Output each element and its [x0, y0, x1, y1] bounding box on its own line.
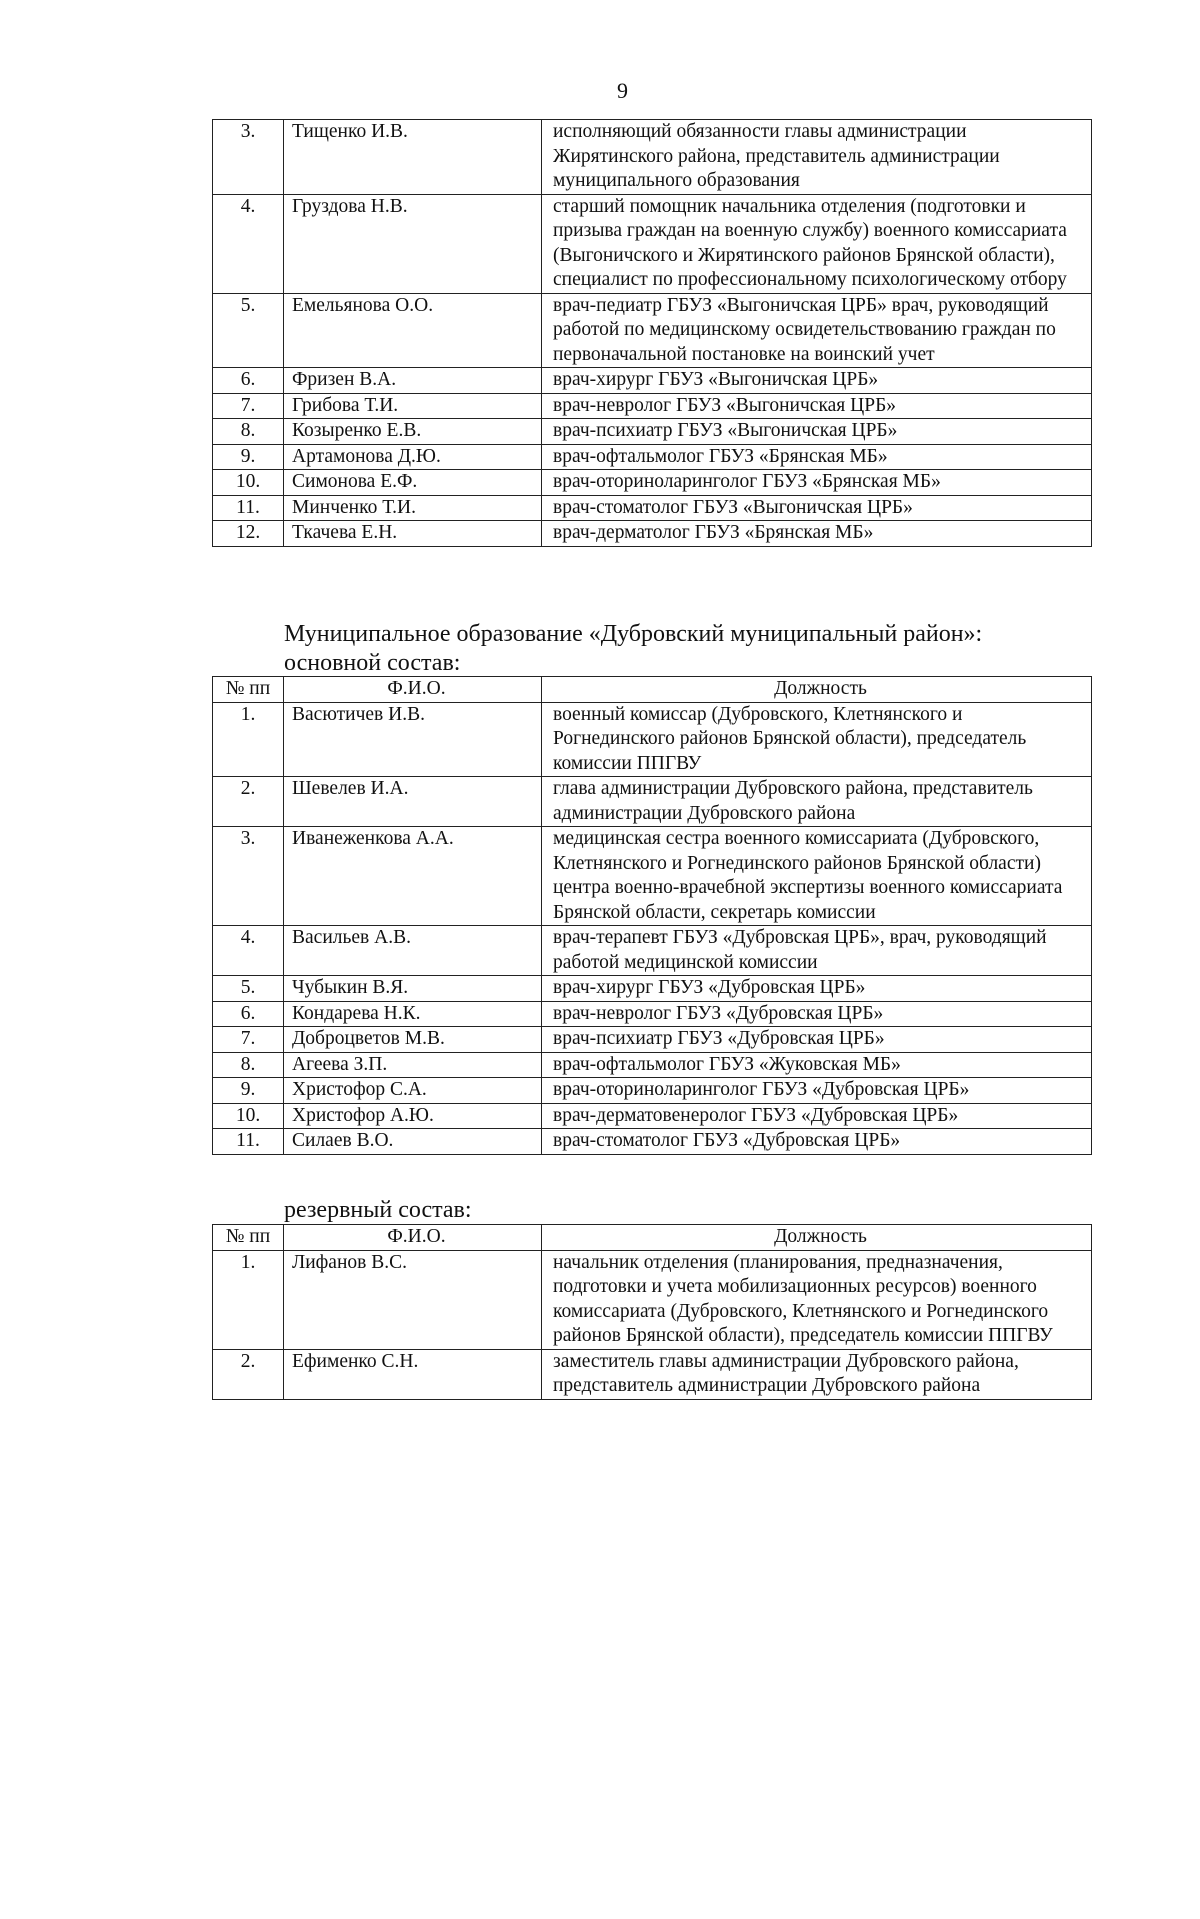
row-number: 4.	[213, 194, 284, 293]
row-position: врач-дерматовенеролог ГБУЗ «Дубровская ЦРБ»	[542, 1103, 1092, 1129]
row-number: 2.	[213, 777, 284, 827]
row-name: Грибова Т.И.	[284, 393, 542, 419]
table-row	[213, 1001, 1092, 1027]
row-number: 5.	[213, 976, 284, 1002]
row-name: Васильев А.В.	[284, 926, 542, 976]
row-number: 1.	[213, 702, 284, 777]
row-number: 11.	[213, 495, 284, 521]
row-position: врач-оториноларинголог ГБУЗ «Брянская МБ»	[542, 470, 1092, 496]
row-position: начальник отделения (планирования, предназначения, подготовки и учета мобилизационных ресурсов) военного комиссариата (Дубровского, Клетнянского и Рогнединского районов Брянской области), председатель комиссии ППГВУ	[542, 1250, 1092, 1349]
table-row	[213, 120, 1092, 195]
row-name: Козыренко Е.В.	[284, 419, 542, 445]
table-body	[213, 120, 1092, 547]
row-number: 3.	[213, 827, 284, 926]
row-number: 1.	[213, 1250, 284, 1349]
table-row	[213, 470, 1092, 496]
row-position: врач-хирург ГБУЗ «Выгоничская ЦРБ»	[542, 368, 1092, 394]
table-row	[213, 1027, 1092, 1053]
row-position: врач-психиатр ГБУЗ «Дубровская ЦРБ»	[542, 1027, 1092, 1053]
row-name: Шевелев И.А.	[284, 777, 542, 827]
header-position: Должность	[542, 677, 1092, 703]
table-row	[213, 1078, 1092, 1104]
row-name: Артамонова Д.Ю.	[284, 444, 542, 470]
table-row	[213, 1349, 1092, 1399]
row-number: 10.	[213, 1103, 284, 1129]
reserve-composition-table	[212, 1224, 1092, 1400]
row-number: 9.	[213, 444, 284, 470]
section-heading-subtitle: основной состав:	[284, 650, 461, 676]
row-position: врач-стоматолог ГБУЗ «Выгоничская ЦРБ»	[542, 495, 1092, 521]
row-name: Христофор А.Ю.	[284, 1103, 542, 1129]
row-name: Ткачева Е.Н.	[284, 521, 542, 547]
table-header-row	[213, 677, 1092, 703]
row-name: Васютичев И.В.	[284, 702, 542, 777]
row-position: заместитель главы администрации Дубровского района, представитель администрации Дубровского района	[542, 1349, 1092, 1399]
table-row	[213, 1250, 1092, 1349]
table-row	[213, 419, 1092, 445]
row-number: 9.	[213, 1078, 284, 1104]
row-number: 6.	[213, 368, 284, 394]
commission-table-continued	[212, 119, 1092, 547]
row-name: Чубыкин В.Я.	[284, 976, 542, 1002]
row-name: Силаев В.О.	[284, 1129, 542, 1155]
row-number: 10.	[213, 470, 284, 496]
page-number: 9	[617, 78, 628, 103]
row-position: врач-офтальмолог ГБУЗ «Брянская МБ»	[542, 444, 1092, 470]
table-header-row	[213, 1225, 1092, 1251]
row-number: 7.	[213, 393, 284, 419]
row-position: исполняющий обязанности главы администрации Жирятинского района, представитель администрации муниципального образования	[542, 120, 1092, 195]
row-name: Христофор С.А.	[284, 1078, 542, 1104]
table-row	[213, 1103, 1092, 1129]
table-row	[213, 702, 1092, 777]
table-body	[213, 1250, 1092, 1399]
table-row	[213, 194, 1092, 293]
row-name: Тищенко И.В.	[284, 120, 542, 195]
row-position: врач-офтальмолог ГБУЗ «Жуковская МБ»	[542, 1052, 1092, 1078]
row-position: врач-невролог ГБУЗ «Выгоничская ЦРБ»	[542, 393, 1092, 419]
table-row	[213, 495, 1092, 521]
section-heading-reserve: резервный состав:	[284, 1197, 472, 1223]
row-name: Лифанов В.С.	[284, 1250, 542, 1349]
table-row	[213, 926, 1092, 976]
row-position: военный комиссар (Дубровского, Клетнянского и Рогнединского районов Брянской области), председатель комиссии ППГВУ	[542, 702, 1092, 777]
header-number: № пп	[213, 677, 284, 703]
row-position: врач-оториноларинголог ГБУЗ «Дубровская ЦРБ»	[542, 1078, 1092, 1104]
row-number: 6.	[213, 1001, 284, 1027]
row-position: врач-дерматолог ГБУЗ «Брянская МБ»	[542, 521, 1092, 547]
row-number: 11.	[213, 1129, 284, 1155]
row-position: врач-психиатр ГБУЗ «Выгоничская ЦРБ»	[542, 419, 1092, 445]
row-number: 7.	[213, 1027, 284, 1053]
row-name: Агеева З.П.	[284, 1052, 542, 1078]
table-row	[213, 827, 1092, 926]
row-position: медицинская сестра военного комиссариата (Дубровского, Клетнянского и Рогнединского районов Брянской области) центра военно-врачебной экспертизы военного комиссариата Брянской области, секретарь комиссии	[542, 827, 1092, 926]
row-number: 12.	[213, 521, 284, 547]
header-name: Ф.И.О.	[284, 677, 542, 703]
row-number: 4.	[213, 926, 284, 976]
header-number: № пп	[213, 1225, 284, 1251]
row-name: Симонова Е.Ф.	[284, 470, 542, 496]
row-name: Ефименко С.Н.	[284, 1349, 542, 1399]
table-body	[213, 702, 1092, 1154]
header-name: Ф.И.О.	[284, 1225, 542, 1251]
row-name: Груздова Н.В.	[284, 194, 542, 293]
row-number: 8.	[213, 419, 284, 445]
row-name: Кондарева Н.К.	[284, 1001, 542, 1027]
section-heading-title: Муниципальное образование «Дубровский муниципальный район»:	[284, 621, 983, 647]
row-position: врач-хирург ГБУЗ «Дубровская ЦРБ»	[542, 976, 1092, 1002]
row-name: Доброцветов М.В.	[284, 1027, 542, 1053]
table-row	[213, 393, 1092, 419]
row-position: врач-невролог ГБУЗ «Дубровская ЦРБ»	[542, 1001, 1092, 1027]
table-row	[213, 521, 1092, 547]
row-position: врач-стоматолог ГБУЗ «Дубровская ЦРБ»	[542, 1129, 1092, 1155]
section-heading-dubrovsky	[284, 620, 982, 678]
row-position: врач-терапевт ГБУЗ «Дубровская ЦРБ», врач, руководящий работой медицинской комиссии	[542, 926, 1092, 976]
table-row	[213, 777, 1092, 827]
header-position: Должность	[542, 1225, 1092, 1251]
row-name: Фризен В.А.	[284, 368, 542, 394]
table-row	[213, 293, 1092, 368]
row-number: 8.	[213, 1052, 284, 1078]
table-row	[213, 368, 1092, 394]
table-row	[213, 444, 1092, 470]
row-name: Емельянова О.О.	[284, 293, 542, 368]
table-row	[213, 976, 1092, 1002]
table-row	[213, 1129, 1092, 1155]
row-name: Иванеженкова А.А.	[284, 827, 542, 926]
row-position: глава администрации Дубровского района, представитель администрации Дубровского района	[542, 777, 1092, 827]
row-name: Минченко Т.И.	[284, 495, 542, 521]
row-number: 3.	[213, 120, 284, 195]
row-position: врач-педиатр ГБУЗ «Выгоничская ЦРБ» врач, руководящий работой по медицинскому освидетельствованию граждан по первоначальной постановке на воинский учет	[542, 293, 1092, 368]
row-number: 2.	[213, 1349, 284, 1399]
row-position: старший помощник начальника отделения (подготовки и призыва граждан на военную службу) военного комиссариата (Выгоничского и Жирятинского районов Брянской области), специалист по профессиональному психологическому отбору	[542, 194, 1092, 293]
table-row	[213, 1052, 1092, 1078]
main-composition-table	[212, 676, 1092, 1155]
row-number: 5.	[213, 293, 284, 368]
